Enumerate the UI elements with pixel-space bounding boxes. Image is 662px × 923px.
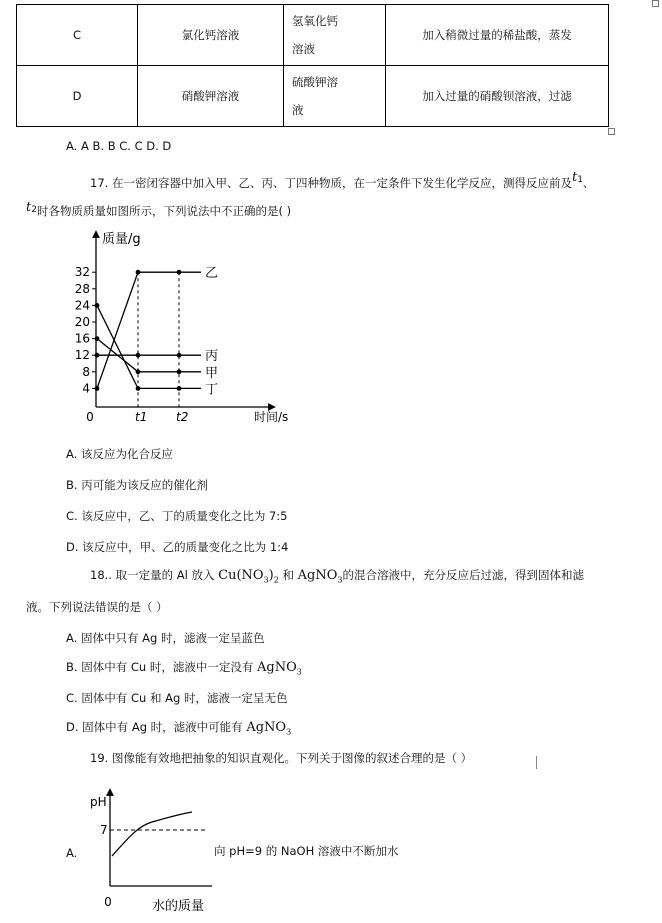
mass-time-chart [60, 224, 290, 424]
y-tick-label: 8 [82, 364, 90, 379]
cu-nitrate-formula [218, 568, 279, 583]
formula-part: AgNO [297, 568, 338, 583]
y-tick-label: 16 [74, 331, 90, 346]
q17-stem-end: 、 [582, 176, 595, 190]
q17-option-b: B. 丙可能为该反应的催化剂 [66, 478, 208, 492]
impurity-line2: 液 [292, 103, 304, 117]
formula-sub: 2 [273, 575, 279, 585]
series-line [97, 305, 201, 388]
impurity-line2: 溶液 [292, 42, 315, 56]
q18-stem-line2: 液。下列说法错误的是（ ） [26, 600, 168, 614]
y-tick-label: 12 [74, 348, 90, 363]
data-point [95, 353, 100, 358]
formula-sub: 3 [337, 575, 343, 585]
y-tick-label: 4 [82, 381, 90, 396]
q18-stem-line1 [90, 567, 584, 585]
q17-option-c: C. 该反应中，乙、丁的质量变化之比为 7:5 [66, 509, 288, 523]
impurity-line1: 氢氧化钙 [292, 14, 338, 28]
q18-option-a: A. 固体中只有 Ag 时，滤液一定呈蓝色 [66, 631, 265, 645]
x-tick-label: t2 [176, 410, 189, 424]
silver-nitrate-formula [246, 720, 291, 735]
formula-sub: 3 [296, 667, 302, 677]
options-table [16, 4, 609, 127]
q17-stem-text: 17. 在一密闭容器中加入甲、乙、丙、丁四种物质，在一定条件下发生化学反应，测得反应前及 [90, 176, 572, 190]
q18-text: 的混合溶液中，充分反应后过滤，得到固体和滤 [342, 568, 584, 582]
formula-part: Cu(NO [218, 568, 264, 583]
data-point [136, 386, 141, 391]
y-tick-label: 24 [74, 298, 90, 313]
origin-label: 0 [86, 410, 94, 424]
q18-option-d [66, 719, 291, 737]
y-axis-label: 质量/g [102, 232, 141, 247]
q17-stem-text: 时各物质质量如图所示，下列说法中不正确的是( ) [36, 204, 292, 218]
q19-stem: 19. 图像能有效地把抽象的知识直观化。下列关于图像的叙述合理的是（ ） [90, 751, 473, 765]
series-group [95, 266, 218, 397]
q19-option-a-text: 向 pH=9 的 NaOH 溶液中不断加水 [214, 844, 399, 858]
q18-option-c: C. 固体中有 Cu 和 Ag 时，滤液一定呈无色 [66, 691, 288, 705]
q18-option-b [66, 659, 302, 677]
formula-part: AgNO [257, 660, 297, 675]
table-resize-handle[interactable] [652, 0, 659, 7]
table-resize-handle[interactable] [608, 128, 615, 135]
q18-text: 和 [282, 568, 294, 582]
option-text: B. 固体中有 Cu 时，滤液中一定没有 [66, 660, 254, 674]
formula-sub: 3 [263, 575, 269, 585]
data-point [136, 353, 141, 358]
text-cursor [536, 756, 537, 769]
data-point [177, 270, 182, 275]
q17-stem-line1 [90, 170, 595, 193]
data-point [177, 369, 182, 374]
table-row [17, 66, 609, 127]
series-label: 丁 [205, 382, 219, 398]
data-point [95, 303, 100, 308]
t1-subscript: 1 [577, 175, 583, 186]
t1-symbol: t [571, 170, 578, 185]
series-label: 乙 [205, 266, 219, 282]
ph-water-graph [80, 786, 220, 916]
impurity-cell [284, 5, 386, 66]
x-tick-group [135, 272, 188, 424]
x-tick-label: t1 [135, 410, 148, 424]
t2-subscript: 2 [31, 205, 37, 216]
q17-option-d: D. 该反应中，甲、乙的质量变化之比为 1:4 [66, 540, 289, 554]
silver-nitrate-formula [298, 568, 343, 583]
y-tick-label: 28 [74, 281, 90, 296]
data-point [136, 369, 141, 374]
ph-7-tick: 7 [100, 823, 108, 837]
data-point [136, 270, 141, 275]
t2-symbol: t [26, 200, 32, 215]
formula-sub: 3 [286, 727, 292, 737]
q19-option-a-label: A. [66, 846, 78, 860]
q17-stem-line2 [26, 200, 292, 221]
ph-origin-label: 0 [104, 895, 112, 909]
solution-cell: 硝酸钾溶液 [138, 66, 284, 127]
formula-part: AgNO [246, 720, 287, 735]
y-tick-label: 32 [74, 265, 90, 280]
series-line [97, 272, 201, 388]
method-cell: 加入稍微过量的稀盐酸，蒸发 [386, 5, 609, 66]
solution-cell: 氯化钙溶液 [138, 5, 284, 66]
impurity-cell [284, 66, 386, 127]
q18-text: 18.. 取一定量的 Al 放入 [90, 568, 215, 582]
formula-part: ) [268, 568, 274, 583]
option-text: D. 固体中有 Ag 时，滤液中可能有 [66, 720, 243, 734]
water-axis-label: 水的质量 [152, 899, 205, 914]
q16-answer-options: A. A B. B C. C D. D [66, 139, 172, 153]
impurity-line1: 硫酸钾溶 [292, 75, 338, 89]
ph-curve [112, 812, 192, 856]
data-point [95, 336, 100, 341]
row-label: D [17, 66, 138, 127]
data-point [177, 386, 182, 391]
y-tick-label: 20 [74, 315, 90, 329]
y-tick-group [75, 265, 96, 395]
data-point [95, 386, 100, 391]
ph-axis-label: pH [90, 795, 107, 809]
table-row [17, 5, 609, 66]
data-point [177, 353, 182, 358]
silver-nitrate-formula [257, 660, 302, 675]
series-label: 丙 [205, 349, 219, 365]
x-axis-label: 时间/s [254, 410, 289, 424]
q17-option-a: A. 该反应为化合反应 [66, 447, 173, 461]
method-cell: 加入过量的硝酸钡溶液，过滤 [386, 66, 609, 127]
row-label: C [17, 5, 138, 66]
series-label: 甲 [205, 365, 219, 381]
